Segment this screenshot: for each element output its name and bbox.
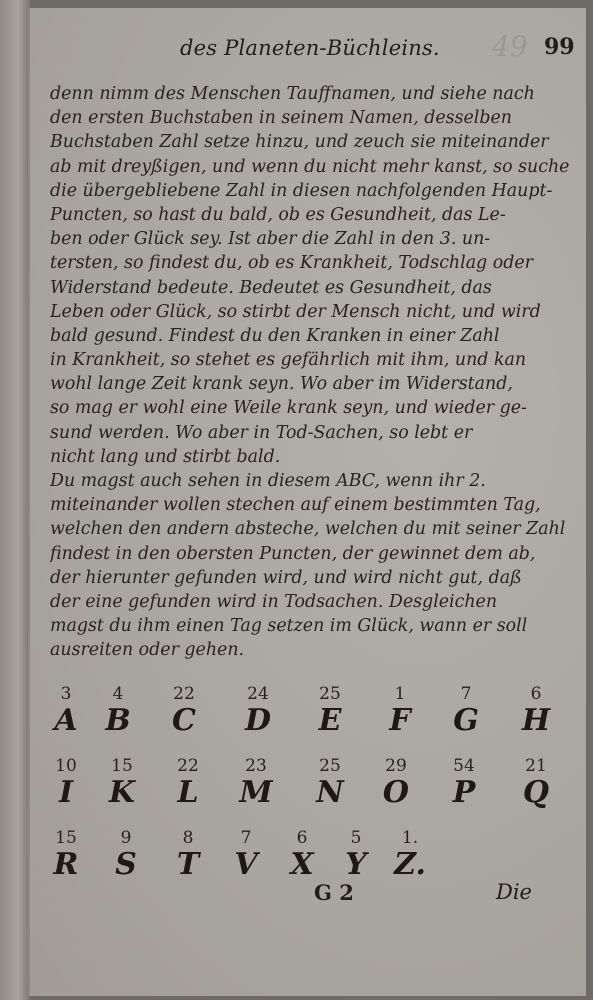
alphabet-letter: A	[54, 703, 78, 738]
text-line: findest in den obersten Puncten, der gewinnet dem ab,	[50, 543, 536, 564]
text-line: tersten, so findest du, ob es Krankheit, Todschlag oder	[50, 253, 533, 274]
alphabet-cell	[46, 828, 86, 882]
letter-number: 22	[173, 684, 195, 704]
alphabet-cell	[380, 684, 420, 738]
text-line: Buchstaben Zahl setze hinzu, und zeuch sie miteinander	[50, 132, 549, 153]
text-line: denn nimm des Menschen Tauffnamen, und siehe nach	[50, 84, 535, 104]
text-line: wohl lange Zeit krank seyn. Wo aber im Widerstand,	[50, 374, 513, 395]
letter-number: 9	[120, 828, 132, 848]
alphabet-row	[46, 684, 576, 756]
alphabet-cell	[376, 756, 416, 810]
letter-number: 15	[55, 828, 77, 848]
text-line: welchen den andern absteche, welchen du mit seiner Zahl	[50, 519, 566, 540]
text-line: magst du ihm einen Tag setzen im Glück, wann er soll	[50, 616, 528, 637]
alphabet-letter: Q	[522, 775, 550, 810]
text-line: miteinander wollen stechen auf einem bestimmten Tag,	[50, 495, 541, 516]
handwritten-folio: 49	[492, 30, 528, 63]
alphabet-letter: I	[58, 775, 74, 810]
letter-number: 4	[112, 684, 124, 704]
text-line: nicht lang und stirbt bald.	[50, 446, 281, 467]
letter-number: 1	[394, 684, 406, 704]
text-line: der hierunter gefunden wird, und wird nicht gut, daß	[50, 567, 522, 588]
text-line: so mag er wohl eine Weile krank seyn, und wieder ge-	[50, 398, 527, 419]
alphabet-cell	[102, 756, 142, 810]
letter-number: 54	[453, 756, 475, 776]
alphabet-letter: L	[177, 775, 199, 810]
letter-number: 25	[319, 684, 341, 704]
text-line: ausreiten oder gehen.	[50, 640, 245, 661]
letter-number: 7	[460, 684, 472, 704]
alphabet-cell	[446, 684, 486, 738]
alphabet-cell	[336, 828, 376, 882]
alphabet-cell	[46, 756, 86, 810]
letter-number: 6	[296, 828, 308, 848]
alphabet-letter: E	[318, 703, 342, 738]
alphabet-cell	[238, 684, 278, 738]
alphabet-cell	[310, 684, 350, 738]
alphabet-cell	[390, 828, 430, 882]
alphabet-cell	[516, 684, 556, 738]
catchword: Die	[496, 880, 532, 904]
book-page	[28, 8, 586, 996]
text-line: ben oder Glück sey. Ist aber die Zahl in den 3. un-	[50, 229, 491, 250]
alphabet-letter: N	[316, 775, 344, 810]
body-text	[50, 82, 570, 663]
text-line: sund werden. Wo aber in Tod-Sachen, so lebt er	[50, 422, 473, 443]
alphabet-number-table	[46, 684, 576, 900]
alphabet-letter: V	[234, 847, 258, 882]
alphabet-cell	[164, 684, 204, 738]
text-line: der eine gefunden wird in Todsachen. Desgleichen	[50, 591, 498, 612]
previous-page-edge	[0, 0, 30, 1000]
alphabet-letter: O	[382, 775, 410, 810]
text-line: die übergebliebene Zahl in diesen nachfolgenden Haupt-	[50, 180, 553, 201]
text-line: den ersten Buchstaben in seinem Namen, desselben	[50, 108, 512, 129]
alphabet-cell	[444, 756, 484, 810]
alphabet-letter: B	[105, 703, 131, 738]
letter-number: 29	[385, 756, 407, 776]
alphabet-cell	[310, 756, 350, 810]
signature-mark: G 2	[314, 880, 354, 905]
alphabet-letter: P	[452, 775, 476, 810]
alphabet-cell	[516, 756, 556, 810]
alphabet-letter: T	[176, 847, 200, 882]
letter-number: 22	[177, 756, 199, 776]
text-line: Leben oder Glück, so stirbt der Mensch nicht, und wird	[50, 301, 541, 322]
text-line: Widerstand bedeute. Bedeutet es Gesundheit, das	[50, 277, 492, 298]
alphabet-letter: K	[108, 775, 136, 810]
alphabet-letter: G	[453, 703, 479, 738]
alphabet-letter: D	[244, 703, 271, 738]
alphabet-letter: M	[239, 775, 273, 810]
text-line: in Krankheit, so stehet es gefährlich mit ihm, und kan	[50, 350, 527, 371]
alphabet-letter: R	[53, 847, 79, 882]
letter-number: 5	[350, 828, 362, 848]
alphabet-letter: H	[521, 703, 551, 738]
alphabet-cell	[168, 828, 208, 882]
alphabet-row	[46, 756, 576, 828]
letter-number: 7	[240, 828, 252, 848]
alphabet-letter: X	[290, 847, 314, 882]
page-header	[180, 30, 580, 64]
page-number: 99	[544, 34, 575, 60]
letter-number: 25	[319, 756, 341, 776]
letter-number: 6	[530, 684, 542, 704]
letter-number: 1.	[401, 828, 419, 848]
alphabet-letter: F	[389, 703, 411, 738]
alphabet-letter: Y	[345, 847, 367, 882]
text-line: Puncten, so hast du bald, ob es Gesundheit, das Le-	[50, 204, 506, 225]
letter-number: 10	[55, 756, 77, 776]
alphabet-cell	[168, 756, 208, 810]
letter-number: 15	[111, 756, 133, 776]
alphabet-cell	[106, 828, 146, 882]
letter-number: 24	[247, 684, 269, 704]
alphabet-letter: S	[115, 847, 137, 882]
alphabet-cell	[46, 684, 86, 738]
letter-number: 23	[245, 756, 267, 776]
text-line: ab mit dreyßigen, und wenn du nicht mehr kanst, so suche	[50, 156, 570, 177]
letter-number: 3	[60, 684, 72, 704]
letter-number: 8	[182, 828, 194, 848]
alphabet-cell	[236, 756, 276, 810]
alphabet-cell	[282, 828, 322, 882]
alphabet-cell	[98, 684, 138, 738]
alphabet-letter: C	[172, 703, 196, 738]
running-title: des Planeten-Büchleins.	[180, 36, 440, 60]
text-line: bald gesund. Findest du den Kranken in einer Zahl	[50, 325, 500, 346]
letter-number: 21	[525, 756, 547, 776]
text-line: Du magst auch sehen in diesem ABC, wenn ihr 2.	[50, 471, 486, 491]
alphabet-cell	[226, 828, 266, 882]
alphabet-letter: Z.	[394, 847, 426, 882]
